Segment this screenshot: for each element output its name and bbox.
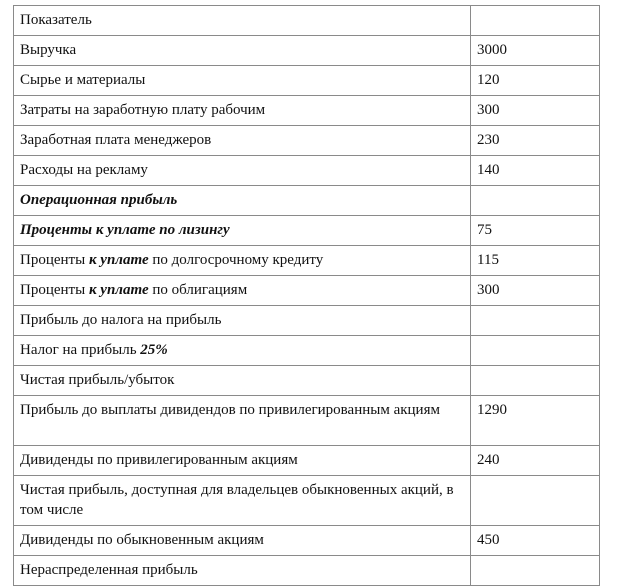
row-label	[14, 246, 471, 276]
row-value: 300	[471, 276, 600, 306]
row-value: 300	[471, 96, 600, 126]
row-label: Затраты на заработную плату рабочим	[14, 96, 471, 126]
row-value: 230	[471, 126, 600, 156]
row-value: 240	[471, 446, 600, 476]
row-label: Дивиденды по привилегированным акциям	[14, 446, 471, 476]
header-value-cell	[471, 6, 600, 36]
header-label-cell: Показатель	[14, 6, 471, 36]
row-value	[471, 306, 600, 336]
row-label: Прибыль до выплаты дивидендов по привилегированным акциям	[14, 396, 471, 446]
row-value	[471, 186, 600, 216]
row-label: Дивиденды по обыкновенным акциям	[14, 526, 471, 556]
table-row	[14, 126, 600, 156]
row-label-emphasis: к уплате	[88, 282, 149, 298]
row-value: 3000	[471, 36, 600, 66]
table-row	[14, 446, 600, 476]
row-value: 75	[471, 216, 600, 246]
table-row	[14, 216, 600, 246]
table-row	[14, 556, 600, 586]
row-label-emphasis: к уплате	[88, 252, 149, 268]
table-row	[14, 366, 600, 396]
row-label-text: по долгосрочному кредиту	[148, 252, 324, 268]
row-label: Выручка	[14, 36, 471, 66]
row-label: Операционная прибыль	[14, 186, 471, 216]
row-value	[471, 556, 600, 586]
table-row	[14, 246, 600, 276]
row-label: Нераспределенная прибыль	[14, 556, 471, 586]
row-label-text: Проценты	[20, 282, 89, 298]
table-row	[14, 396, 600, 446]
row-label: Чистая прибыль, доступная для владельцев обыкновенных акций, в том числе	[14, 476, 471, 526]
row-label: Расходы на рекламу	[14, 156, 471, 186]
row-label: Прибыль до налога на прибыль	[14, 306, 471, 336]
row-label: Заработная плата менеджеров	[14, 126, 471, 156]
table-row	[14, 96, 600, 126]
row-value: 450	[471, 526, 600, 556]
row-label	[14, 276, 471, 306]
table-row	[14, 186, 600, 216]
table-row	[14, 526, 600, 556]
financial-indicators-table	[13, 5, 600, 586]
row-value: 1290	[471, 396, 600, 446]
row-value: 120	[471, 66, 600, 96]
table-row	[14, 276, 600, 306]
table-row	[14, 156, 600, 186]
row-value: 140	[471, 156, 600, 186]
row-label: Проценты к уплате по лизингу	[14, 216, 471, 246]
row-value	[471, 366, 600, 396]
row-value: 115	[471, 246, 600, 276]
table-row	[14, 336, 600, 366]
row-label-text: Налог на прибыль	[20, 342, 141, 358]
row-label-text: по облигациям	[148, 282, 248, 298]
table-header-row	[14, 6, 600, 36]
row-label: Сырье и материалы	[14, 66, 471, 96]
table-row	[14, 66, 600, 96]
row-label: Чистая прибыль/убыток	[14, 366, 471, 396]
table-row	[14, 476, 600, 526]
row-value	[471, 336, 600, 366]
row-label-emphasis: 25%	[140, 342, 168, 358]
row-label-text: Проценты	[20, 252, 89, 268]
table-row	[14, 306, 600, 336]
row-label	[14, 336, 471, 366]
row-value	[471, 476, 600, 526]
table-row	[14, 36, 600, 66]
